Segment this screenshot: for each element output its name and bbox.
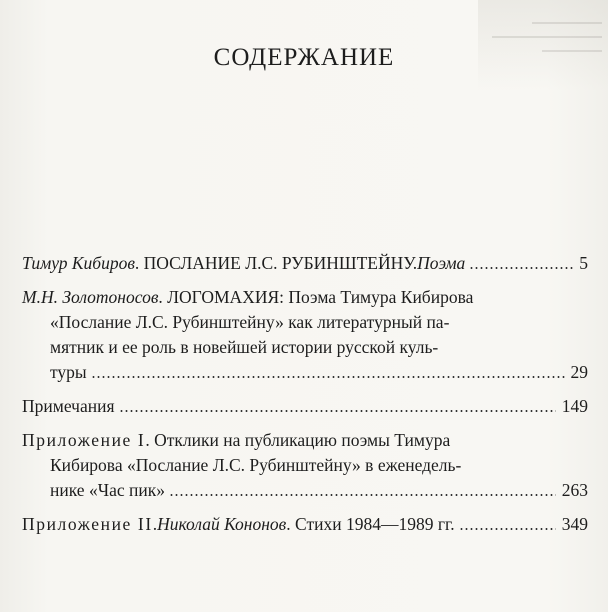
entry-title-continued: Кибирова «Послание Л.С. Рубинштейну» в еженедель- [50,455,462,475]
page-number: 149 [561,396,588,416]
toc-line [22,360,588,385]
entry-genre: Поэма [417,253,466,273]
entry-title: . ПОСЛАНИЕ Л.С. РУБИНШТЕЙНУ. [134,253,418,273]
appendix-label: Приложение II [22,514,153,534]
toc-line [22,335,588,360]
entry-title: . ЛОГОМАХИЯ: Поэма Тимура Кибирова [158,287,474,307]
toc-line [22,453,588,478]
toc-entry-appendix-1[interactable] [22,428,588,503]
toc-line [22,285,588,310]
dot-leader [459,527,556,531]
entry-title-continued: мятник и ее роль в новейшей истории русской куль- [50,337,439,357]
dot-leader [469,266,573,270]
toc-entry-kibirov-poem[interactable] [22,251,588,276]
toc-line [22,512,588,537]
author-name: Тимур Кибиров [22,253,135,273]
entry-title: . Отклики на публикацию поэмы Тимура [145,430,451,450]
toc-entry-logomachia[interactable] [22,285,588,385]
author-name: Николай Кононов [157,514,287,534]
entry-title-continued: «Послание Л.С. Рубинштейну» как литературный па- [50,312,450,332]
author-name: М.Н. Золотоносов [22,287,159,307]
toc-entry-notes[interactable] [22,394,588,419]
toc-line [22,478,588,503]
toc-line [22,310,588,335]
table-of-contents [22,251,588,537]
bleed-line [532,22,602,24]
entry-title: Примечания [22,396,115,416]
toc-entry-appendix-2[interactable] [22,512,588,537]
toc-line [22,251,588,276]
bleed-line [492,36,602,38]
dot-leader [119,409,556,413]
contents-heading: СОДЕРЖАНИЕ [213,44,395,71]
page-number: 5 [579,253,588,273]
dot-leader [91,375,565,379]
entry-title-continued: туры [50,362,87,382]
appendix-label: Приложение I [22,430,146,450]
entry-separator: . [152,514,158,534]
toc-line [22,394,588,419]
dot-leader [169,493,556,497]
page-number: 349 [561,514,588,534]
page-number: 29 [570,362,588,382]
page-number: 263 [561,480,588,500]
toc-line [22,428,588,453]
entry-title-continued: нике «Час пик» [50,480,165,500]
entry-title: . Стихи 1984—1989 гг. [286,514,455,534]
